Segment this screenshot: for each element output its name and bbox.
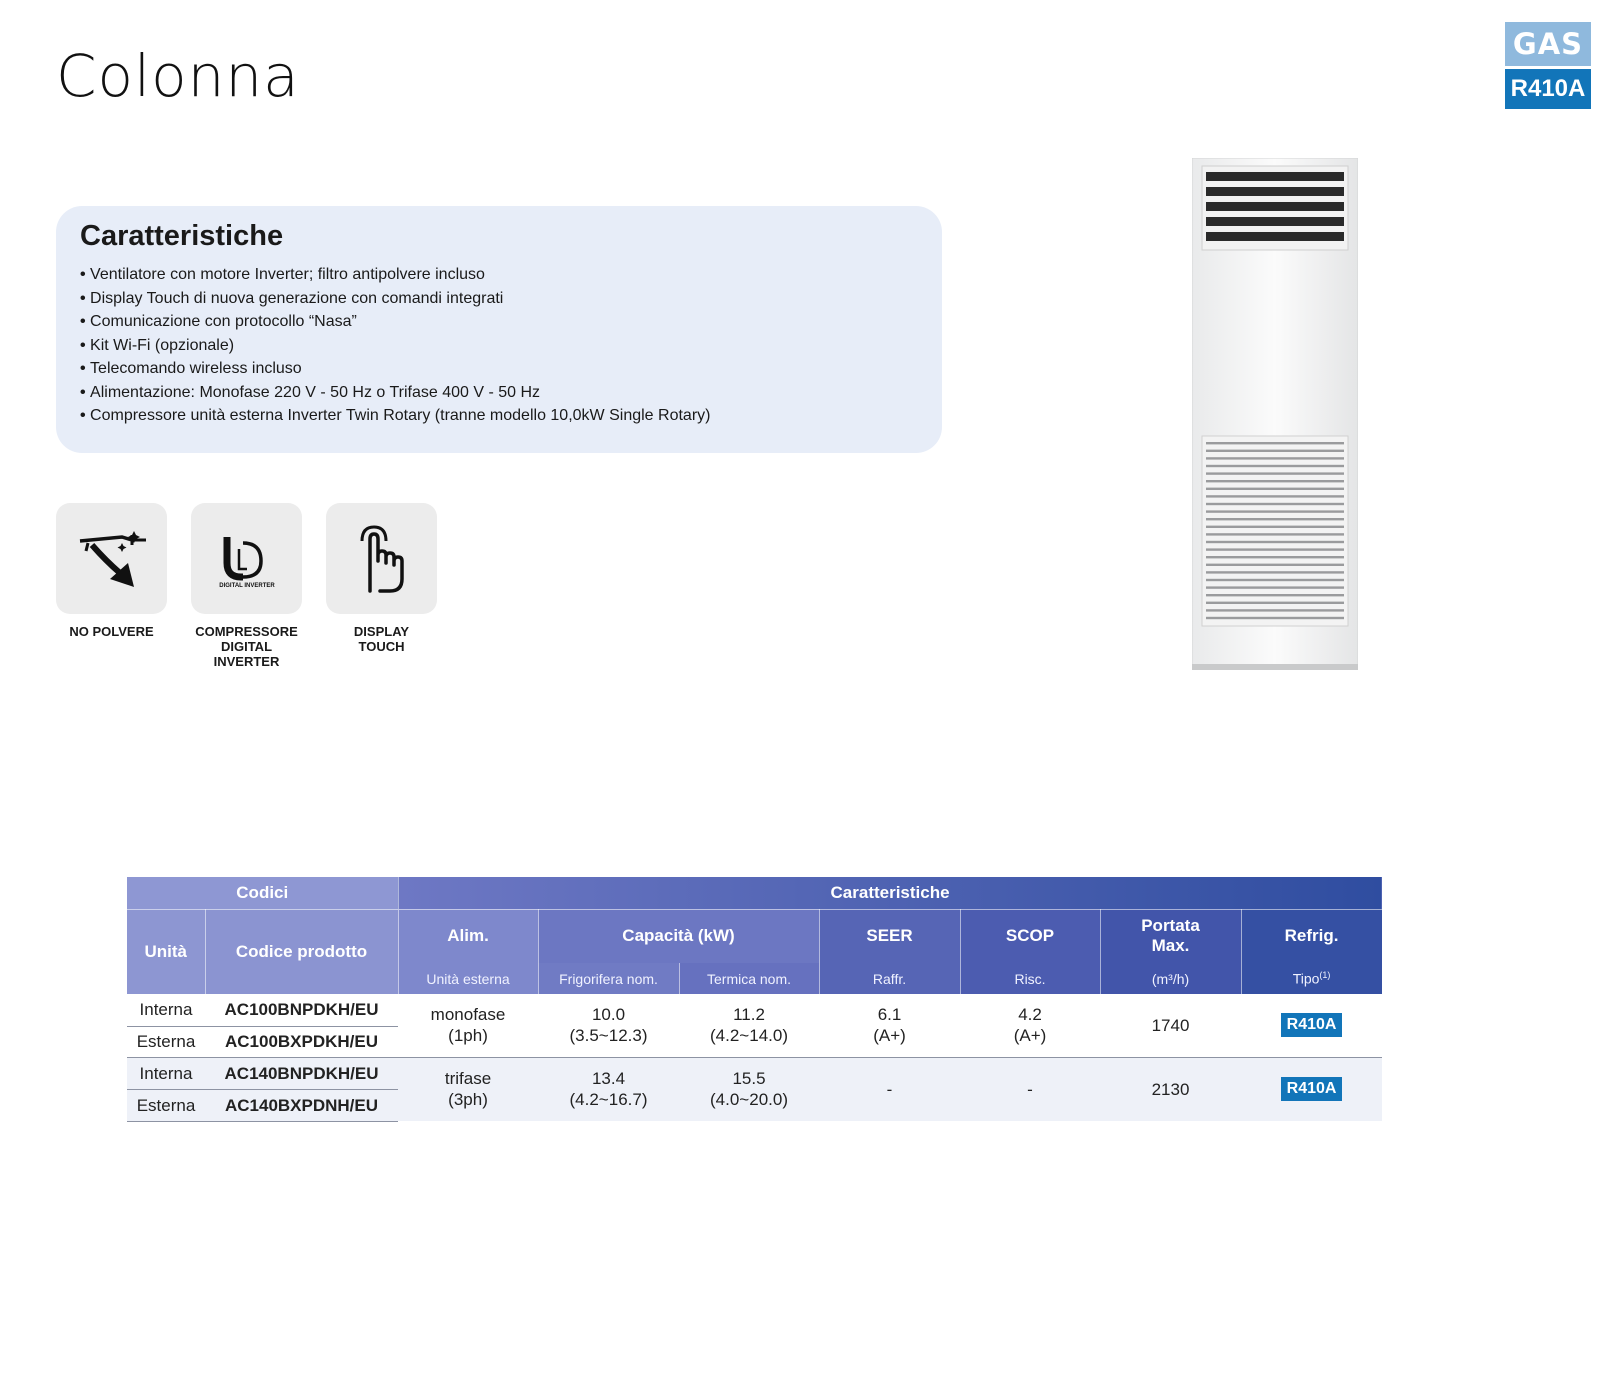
icon-item-no-polvere (56, 503, 167, 669)
air-intake-slat (1206, 594, 1344, 596)
table-row (127, 1057, 1382, 1089)
subheader-termica: Termica nom. (679, 963, 819, 994)
feature-item: • Telecomando wireless incluso (80, 357, 918, 381)
refrig-cell (1241, 994, 1382, 1057)
subheader-refrig-label: Tipo (1292, 970, 1320, 987)
gas-badge-refrigerant: R410A (1505, 69, 1591, 109)
feature-item: • Ventilatore con motore Inverter; filtro antipolvere incluso (80, 263, 918, 287)
air-intake-slat (1206, 541, 1344, 543)
header-portata: Portata Max. (1100, 909, 1241, 963)
feature-icons (56, 503, 437, 669)
air-intake-slat (1206, 586, 1344, 588)
feature-item: • Comunicazione con protocollo “Nasa” (80, 310, 918, 334)
portata-cell: 2130 (1100, 1057, 1241, 1121)
subheader-seer: Raffr. (819, 963, 960, 994)
feature-item: • Compressore unità esterna Inverter Twin Rotary (tranne modello 10,0kW Single Rotary) (80, 404, 918, 428)
digital-inverter-icon (191, 503, 302, 614)
air-intake-slat (1206, 457, 1344, 459)
air-intake-slat (1206, 503, 1344, 505)
refrigerant-badge: R410A (1281, 1077, 1343, 1101)
features-panel (56, 206, 942, 453)
air-intake-slat (1206, 488, 1344, 490)
air-intake-slat (1206, 617, 1344, 619)
seer-cell: 6.1 (A+) (819, 994, 960, 1057)
alim-cell: monofase (1ph) (398, 994, 538, 1057)
touch-display-icon (326, 503, 437, 614)
alim-cell: trifase (3ph) (398, 1057, 538, 1121)
air-intake-slat (1206, 609, 1344, 611)
header-codici: Codici (127, 877, 398, 909)
frigorifera-cell: 10.0 (3.5~12.3) (538, 994, 679, 1057)
termica-cell: 15.5 (4.0~20.0) (679, 1057, 819, 1121)
air-outlet-slat (1206, 202, 1344, 211)
header-alim: Alim. (398, 909, 538, 963)
header-codice-prodotto: Codice prodotto (205, 909, 398, 994)
refrigerant-badge: R410A (1281, 1013, 1343, 1037)
icon-item-display-touch (326, 503, 437, 669)
subheader-scop: Risc. (960, 963, 1100, 994)
icon-item-digital-inverter (191, 503, 302, 669)
scop-cell: 4.2 (A+) (960, 994, 1100, 1057)
air-intake-slat (1206, 526, 1344, 528)
subheader-alim: Unità esterna (398, 963, 538, 994)
subheader-refrig (1241, 963, 1382, 994)
portata-cell: 1740 (1100, 994, 1241, 1057)
feature-item: • Display Touch di nuova generazione con comandi integrati (80, 287, 918, 311)
air-intake-slat (1206, 510, 1344, 512)
air-outlet-slat (1206, 217, 1344, 226)
scop-cell: - (960, 1057, 1100, 1121)
features-heading: Caratteristiche (80, 220, 284, 252)
air-intake-slat (1206, 450, 1344, 452)
gas-badge (1505, 22, 1591, 109)
header-refrig: Refrig. (1241, 909, 1382, 963)
air-intake-slat (1206, 548, 1344, 550)
air-intake-slat (1206, 480, 1344, 482)
unit-cell: Esterna (127, 1026, 205, 1057)
icon-label: DISPLAY TOUCH (353, 624, 410, 654)
air-outlet-slat (1206, 187, 1344, 196)
air-intake-slat (1206, 442, 1344, 444)
icon-label: NO POLVERE (69, 624, 154, 639)
feature-item: • Alimentazione: Monofase 220 V - 50 Hz o Trifase 400 V - 50 Hz (80, 381, 918, 405)
dust-filter-icon (56, 503, 167, 614)
spec-table (127, 877, 1383, 1122)
air-outlet-slat (1206, 232, 1344, 241)
svg-text:DIGITAL INVERTER: DIGITAL INVERTER (218, 582, 275, 589)
air-intake-slat (1206, 564, 1344, 566)
product-code-cell: AC140BNPDKH/EU (205, 1057, 398, 1089)
subheader-frigorifera: Frigorifera nom. (538, 963, 679, 994)
header-unita: Unità (127, 909, 205, 994)
gas-badge-top: GAS (1505, 22, 1591, 66)
air-intake-slat (1206, 533, 1344, 535)
icon-label: COMPRESSORE DIGITAL INVERTER (195, 624, 298, 669)
product-code-cell: AC140BXPDNH/EU (205, 1089, 398, 1121)
subheader-portata: (m³/h) (1100, 963, 1241, 994)
header-caratteristiche: Caratteristiche (398, 877, 1382, 909)
frigorifera-cell: 13.4 (4.2~16.7) (538, 1057, 679, 1121)
air-intake-slat (1206, 556, 1344, 558)
termica-cell: 11.2 (4.2~14.0) (679, 994, 819, 1057)
air-intake-slat (1206, 579, 1344, 581)
features-list (80, 263, 918, 428)
seer-cell: - (819, 1057, 960, 1121)
product-image-colonna-unit (1192, 158, 1358, 670)
air-intake-slat (1206, 465, 1344, 467)
air-intake-slat (1206, 602, 1344, 604)
header-capacita: Capacità (kW) (538, 909, 819, 963)
header-seer: SEER (819, 909, 960, 963)
air-intake-slat (1206, 472, 1344, 474)
unit-cell: Esterna (127, 1089, 205, 1121)
air-intake-slat (1206, 518, 1344, 520)
product-code-cell: AC100BNPDKH/EU (205, 994, 398, 1026)
product-code-cell: AC100BXPDKH/EU (205, 1026, 398, 1057)
table-row (127, 994, 1382, 1026)
unit-cell: Interna (127, 994, 205, 1026)
refrig-cell (1241, 1057, 1382, 1121)
feature-item: • Kit Wi-Fi (opzionale) (80, 334, 918, 358)
unit-cell: Interna (127, 1057, 205, 1089)
air-intake-slat (1206, 571, 1344, 573)
air-outlet-slat (1206, 172, 1344, 181)
header-scop: SCOP (960, 909, 1100, 963)
footnote-mark: (1) (1319, 970, 1331, 981)
air-intake-slat (1206, 495, 1344, 497)
page-title: Colonna (56, 42, 300, 110)
